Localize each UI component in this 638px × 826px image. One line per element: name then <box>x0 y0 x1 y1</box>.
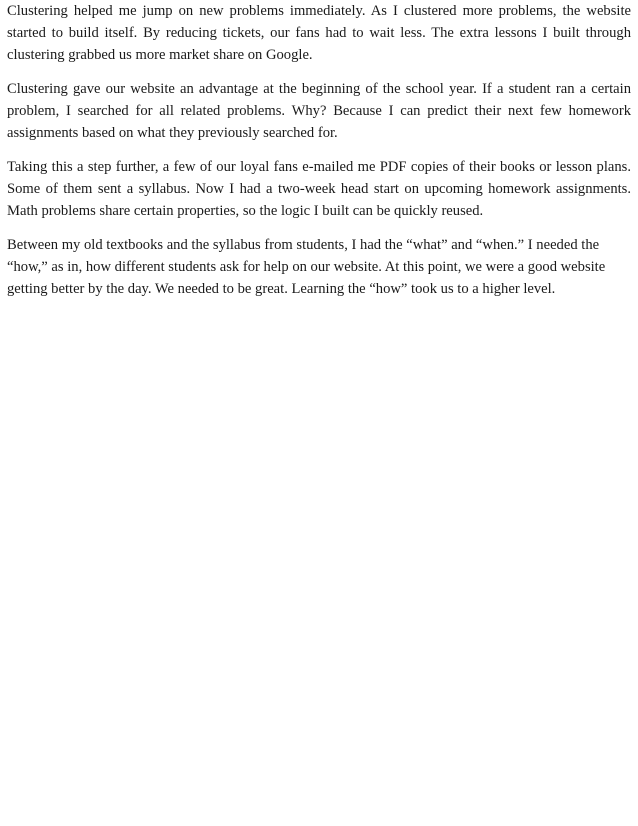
document-body <box>7 0 631 300</box>
paragraph-clustering-advantage: Clustering gave our website an advantage at the beginning of the school year. If a student ran a certain problem, I searched for all related problems. Why? Because I can predict their next few homework assignments based on what they previously searched for. <box>7 81 631 141</box>
paragraph-step-further: Taking this a step further, a few of our loyal fans e-mailed me PDF copies of their books or lesson plans. Some of them sent a syllabus. Now I had a two-week head start on upcoming homework assignments. Math problems share certain properties, so the logic I built can be quickly reused. <box>7 159 631 219</box>
paragraph-what-when-how: Between my old textbooks and the syllabus from students, I had the “what” and “when.” I needed the “how,” as in, how different students ask for help on our website. At this point, we were a good website getting better by the day. We needed to be great. Learning the “how” took us to a higher level. <box>7 237 606 297</box>
paragraph-clustering-helped: Clustering helped me jump on new problems immediately. As I clustered more problems, the website started to build itself. By reducing tickets, our fans had to wait less. The extra lessons I built through clustering grabbed us more market share on Google. <box>7 3 631 63</box>
